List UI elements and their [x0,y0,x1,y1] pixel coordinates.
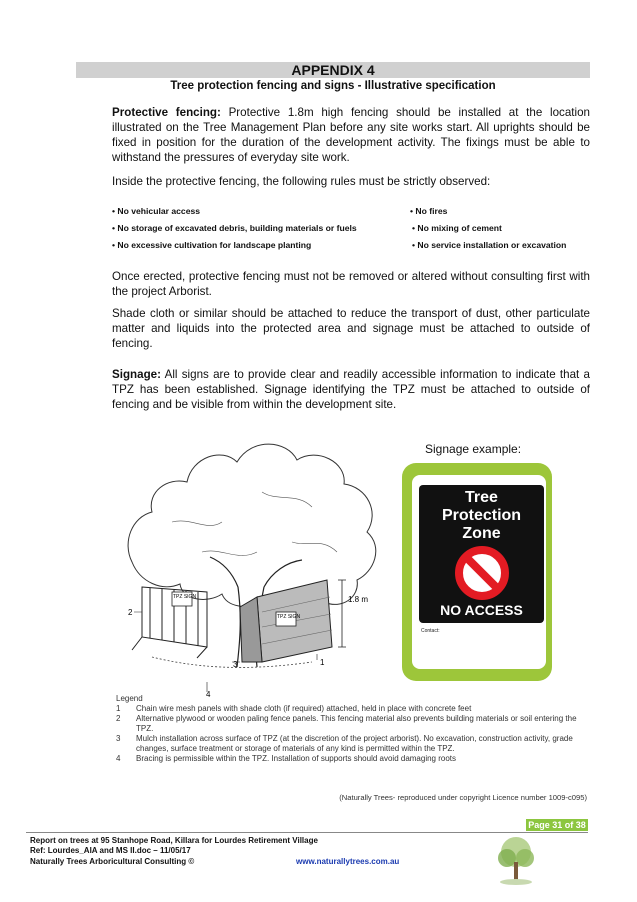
legend-number: 4 [116,754,121,763]
rule-item: • No excessive cultivation for landscape planting [112,240,312,250]
height-label: 1.8 m [348,595,369,604]
legend-item [116,704,586,714]
tpz-sign-line: Protection [441,507,522,524]
legend-number: 2 [116,714,121,723]
callout-3: 3 [233,660,238,669]
rule-item: • No vehicular access [112,206,201,216]
legend-text: Bracing is permissible within the TPZ. Installation of supports should avoid damaging roots [136,754,457,763]
legend-title: Legend [116,694,143,703]
page-number-badge: Page 31 of 38 [526,819,588,831]
legend-number: 3 [116,734,121,743]
legend-item [116,754,586,764]
protective-fencing-paragraph [112,105,590,165]
rule-item: • No service installation or excavation [412,240,567,250]
legend-number: 1 [116,704,121,713]
sign-contact-label: Contact: [421,628,440,634]
tree-canopy-outline [128,444,376,610]
tpz-sign-title [419,489,544,543]
signage-text: All signs are to provide clear and readily accessible information to indicate that a TPZ has been established. Signage identifying the TPZ must be attached to outside of fencing and be visible from within the development site. [112,368,590,411]
protective-fencing-label: Protective fencing: [112,106,221,119]
signage-label: Signage: [112,368,161,381]
copyright-credit: (Naturally Trees- reproduced under copyright Licence number 1009-c095) [339,793,587,802]
no-access-text: NO ACCESS [440,602,523,618]
protective-fencing-text: Protective 1.8m high fencing should be installed at the location illustrated on the Tree Management Plan before any site works start. All uprights should be fixed in position for the duration of the development activity. The fixings must be able to withstand the pressures of everyday site work. [112,106,590,164]
shade-cloth-paragraph: Shade cloth or similar should be attached to reduce the transport of dust, other particulate matter and liquids into the protected area and signage must be attached to outside of fencing. [112,307,590,350]
appendix-subtitle: Tree protection fencing and signs - Illustrative specification [170,80,496,92]
legend-item [116,734,586,754]
legend-text: Chain wire mesh panels with shade cloth (if required) attached, held in place with concrete feet [136,704,472,713]
signage-example-caption: Signage example: [425,442,522,456]
tree-protection-fence-illustration [112,422,392,697]
legend-item [116,714,586,734]
fence-sign-tag-text: TPZ SIGN [277,614,301,620]
naturally-trees-logo-icon [492,832,540,890]
rule-item: • No mixing of cement [412,223,502,233]
figure-legend [116,694,586,764]
callout-1: 1 [320,658,325,667]
rule-item: • No fires [410,206,448,216]
height-dimension-line [338,580,346,647]
footer-company: Naturally Trees Arboricultural Consulting © [30,857,195,866]
callout-4: 4 [206,690,211,697]
erected-paragraph: Once erected, protective fencing must not be removed or altered without consulting first with the project Arborist. [112,270,590,298]
footer-website-link[interactable]: www.naturallytrees.com.au [296,857,400,866]
legend-text: Alternative plywood or wooden paling fence panels. This fencing material also prevents building materials or soil entering the TPZ. [136,714,577,733]
prohibition-icon [454,545,510,601]
tpz-sign-line: Zone [462,525,501,542]
appendix-title: APPENDIX 4 [291,62,375,78]
fence-sign-tag-text: TPZ SIGN [173,594,197,600]
footer-ref: Ref: Lourdes_AIA and MS II.doc – 11/05/17 [30,846,191,855]
footer-report: Report on trees at 95 Stanhope Road, Killara for Lourdes Retirement Village [30,836,318,845]
rule-item: • No storage of excavated debris, building materials or fuels [112,223,357,233]
legend-text: Mulch installation across surface of TPZ (at the discretion of the project arborist). No excavation, construction activity, grade changes, surface treatment or storage of materials of any kind is permitted within the TPZ. [136,734,573,753]
rules-intro: Inside the protective fencing, the following rules must be strictly observed: [112,175,491,188]
callout-2: 2 [128,608,133,617]
signage-paragraph [112,367,590,412]
tpz-sign-line: Tree [465,489,498,506]
